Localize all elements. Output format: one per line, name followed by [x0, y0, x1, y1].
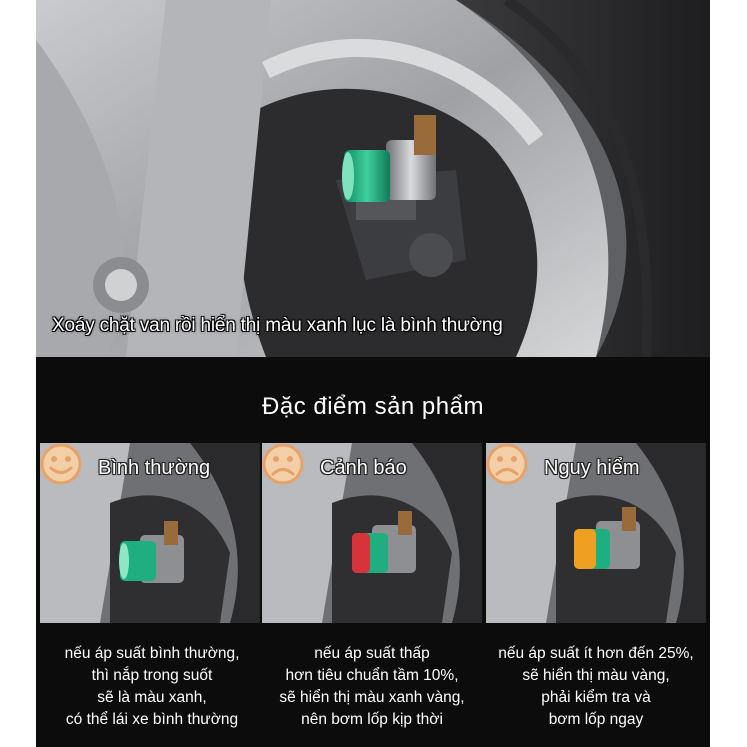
description-line: nên bơm lốp kịp thời: [301, 711, 443, 728]
section-title: Đặc điểm sản phẩm: [262, 393, 484, 420]
cap-warning: [352, 533, 370, 573]
description-line: hơn tiêu chuẩn tầm 10%,: [285, 667, 459, 684]
description-line: nếu áp suất thấp: [314, 645, 430, 662]
status-label: Cảnh báo: [320, 457, 407, 479]
description-line: bơm lốp ngay: [548, 711, 644, 728]
hero-caption: Xoáy chặt van rồi hiển thị màu xanh lục là bình thường: [52, 315, 503, 336]
smiley-face-icon: [40, 443, 82, 485]
status-label: Nguy hiểm: [544, 457, 640, 479]
description-line: sẽ là màu xanh,: [97, 689, 207, 706]
wheel-valve-illustration: [36, 0, 710, 357]
description-line: sẽ hiển thị màu vàng,: [522, 667, 670, 684]
description-danger: [480, 643, 712, 731]
hero-photo: [36, 0, 710, 357]
description-line: nếu áp suất bình thường,: [64, 645, 240, 662]
sad-face-icon: [486, 443, 528, 485]
panel-warning: [262, 443, 482, 623]
status-label: Bình thường: [98, 457, 211, 479]
description-line: có thể lái xe bình thường: [65, 711, 239, 728]
description-warning: [256, 643, 488, 731]
description-normal: [36, 643, 268, 731]
panel-danger: [486, 443, 706, 623]
cap-danger: [574, 529, 596, 569]
description-line: thì nắp trong suốt: [91, 667, 213, 684]
description-line: sẽ hiển thị màu xanh vàng,: [279, 689, 465, 706]
features-section: [36, 357, 710, 747]
panel-normal: [40, 443, 260, 623]
description-line: nếu áp suất ít hơn đến 25%,: [498, 645, 694, 662]
description-line: phải kiểm tra và: [541, 689, 651, 706]
sad-face-icon: [262, 443, 304, 485]
